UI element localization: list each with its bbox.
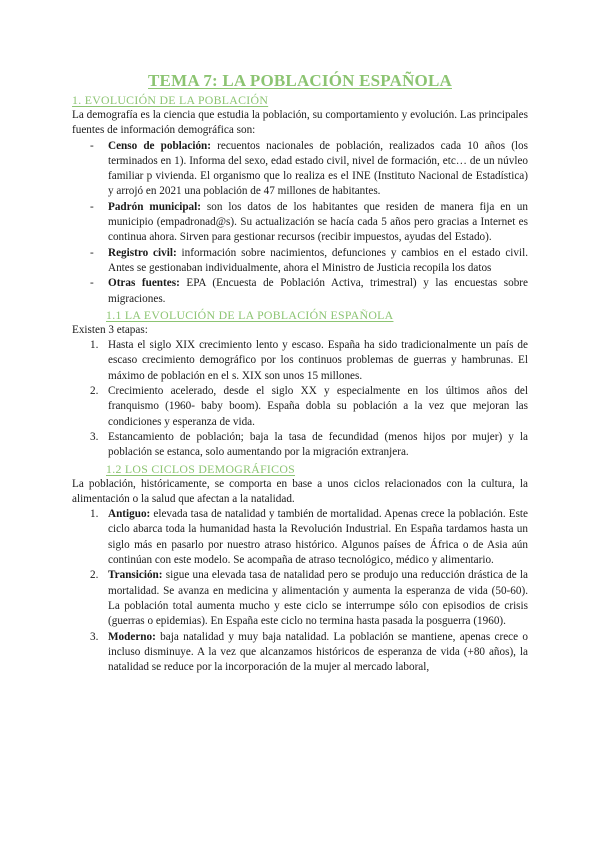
- list-text: sigue una elevada tasa de natalidad pero se produjo una reducción drástica de la mortalidad. Se avanza en medicina y alimentación y aumenta la esperanza de vida (50-60). La población total aumenta mucho y este ciclo se interrumpe sólo con episodios de crisis (guerras o epidemias). En España este ciclo no termina hasta pasada la posguerra (1960).: [108, 569, 528, 628]
- list-marker: 2.: [90, 385, 99, 398]
- document-page: [72, 70, 528, 675]
- section-intro: La población, históricamente, se comporta en base a unos ciclos relacionados con la cultura, la alimentación o la salud que afectan a la natalidad.: [72, 477, 528, 505]
- list-marker: 1.: [90, 508, 99, 521]
- page-title: TEMA 7: LA POBLACIÓN ESPAÑOLA: [148, 71, 452, 90]
- list-term: Moderno:: [108, 630, 156, 643]
- list-term: Padrón municipal:: [108, 200, 201, 213]
- list-text: baja natalidad y muy baja natalidad. La población se mantiene, apenas crece o incluso disminuye. A la vez que alcanzamos históricos de esperanza de vida (+80 años), la natalidad se reduce por la incorporación de la mujer al mercado laboral,: [108, 630, 528, 674]
- list-marker: -: [90, 277, 94, 290]
- list-item: [72, 139, 528, 200]
- list-text: Estancamiento de población; baja la tasa de fecundidad (menos hijos por mujer) y la población se estanca, solo aumentando por la migración extranjera.: [108, 430, 528, 459]
- list-item: [72, 630, 528, 676]
- list-marker: 2.: [90, 569, 99, 582]
- list-marker: -: [90, 200, 94, 213]
- list-item: [72, 246, 528, 277]
- list-term: Antiguo:: [108, 508, 151, 521]
- list-text: recuentos nacionales de población, realizados cada 10 años (los terminados en 1). Informa del sexo, edad estado civil, nivel de formación, etc… de un núvleo familiar p vivienda. El organismo que lo realiza es el INE (Instituto Nacional de Estadística) y arrojó en 2021 una población de 47 millones de habitantes.: [108, 139, 528, 198]
- list-marker: 3.: [90, 430, 99, 443]
- list-item: [72, 200, 528, 246]
- list-marker: -: [90, 246, 94, 259]
- list-item: [72, 384, 528, 430]
- section-heading-evolucion: 1. EVOLUCIÓN DE LA POBLACIÓN: [72, 93, 269, 107]
- list-term: Registro civil:: [108, 246, 177, 259]
- list-text: información sobre nacimientos, defunciones y cambios en el estado civil. Antes se gestionaban individualmente, ahora el Ministro de Justicia recopila los datos: [108, 246, 528, 274]
- list-term: Otras fuentes:: [108, 277, 180, 290]
- list-item: [72, 568, 528, 629]
- section-heading-evolucion-espanola: 1.1 LA EVOLUCIÓN DE LA POBLACIÓN ESPAÑOLA: [106, 307, 394, 322]
- list-item: [72, 276, 528, 307]
- sources-list: [72, 139, 528, 307]
- list-item: [72, 507, 528, 568]
- list-text: son los datos de los habitantes que residen de manera fija en un municipio (empadronad@s). Su actualización se hacía cada 5 años pero gracias a Internet es continua ahora. Sirven para gestionar recursos (recibir impuestos, ayudas del Estado).: [108, 200, 528, 244]
- section-intro: Existen 3 etapas:: [72, 323, 148, 336]
- stages-list: [72, 338, 528, 460]
- section-intro: La demografía es la ciencia que estudia la población, su comportamiento y evolución. Las principales fuentes de información demográfica son:: [72, 109, 528, 137]
- list-term: Transición:: [108, 569, 163, 582]
- list-text: elevada tasa de natalidad y también de mortalidad. Apenas crece la población. Este ciclo abarca toda la humanidad hasta la Revolución Industrial. En España tardamos hasta un siglo más en pasarlo por nuestro atraso histórico. Algunos países de África o de Asia aún continúan con este modelo. Se acompaña de atraso tecnológico, médico y alimentario.: [108, 508, 528, 567]
- list-item: [72, 430, 528, 461]
- list-marker: 3.: [90, 630, 99, 643]
- list-text: Hasta el siglo XIX crecimiento lento y escaso. España ha sido tradicionalmente un país de escaso crecimiento demográfico por los continuos problemas de guerras y hambrunas. El máximo de población en el s. XIX son unos 15 millones.: [108, 339, 528, 382]
- list-item: [72, 338, 528, 384]
- list-marker: -: [90, 139, 94, 152]
- list-term: Censo de población:: [108, 139, 212, 152]
- cycles-list: [72, 507, 528, 675]
- section-heading-ciclos: 1.2 LOS CICLOS DEMOGRÁFICOS: [106, 461, 296, 476]
- list-marker: 1.: [90, 339, 99, 352]
- list-text: EPA (Encuesta de Población Activa, trimestral) y las encuestas sobre migraciones.: [108, 277, 528, 305]
- list-text: Crecimiento acelerado, desde el siglo XX y especialmente en los últimos años del franquismo (1960- baby boom). España dobla su población a la vez que mejoran las condiciones y esperanza de vida.: [108, 385, 528, 428]
